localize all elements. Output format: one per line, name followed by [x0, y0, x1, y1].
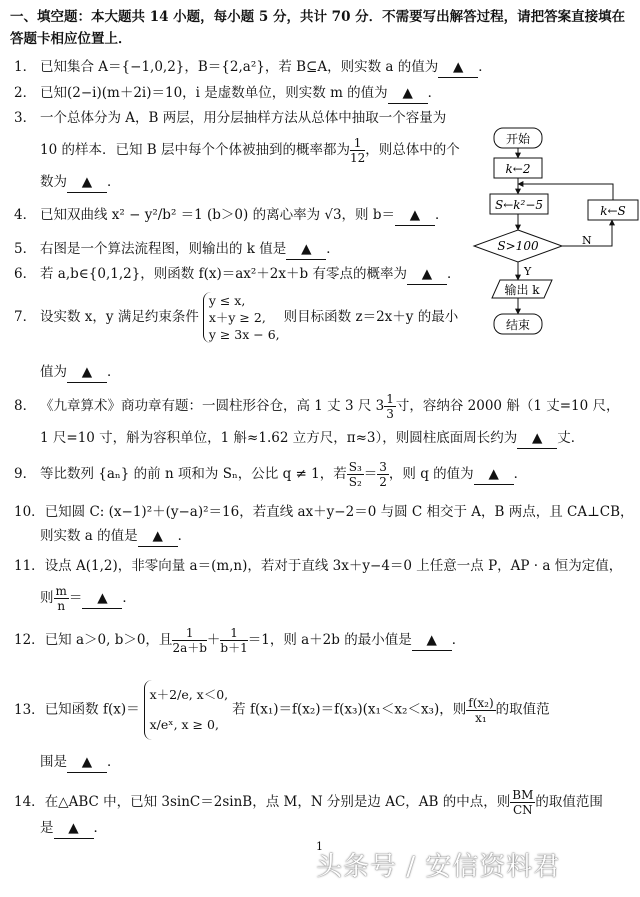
answer-blank: ▲ — [286, 239, 326, 260]
fraction: $\frac{1}{b+1}$ — [220, 626, 248, 655]
fraction: $\frac{1}{12}$ — [349, 136, 366, 165]
answer-blank: ▲ — [67, 362, 107, 383]
flow-init-label: k←2 — [505, 162, 531, 176]
question-7-line-2: 值为 ▲ ． — [40, 362, 121, 383]
question-9: 9． 等比数列 {aₙ} 的前 n 项和为 Sₙ，公比 q ≠ 1，若 $\frac{\text{S₃}}{\text{S₂}}$ ＝ $\frac{3}{2}$ ，则 q 的值为 ▲ ． — [14, 460, 528, 489]
answer-blank: ▲ — [438, 57, 478, 78]
question-1: 1． 已知集合 A＝{−1,0,2}，B＝{2,a²}，若 B⊆A，则实数 a 的值为 ▲ ． — [14, 57, 492, 78]
flow-output-label: 输出 k — [504, 283, 540, 297]
flow-start-label: 开始 — [505, 132, 531, 146]
question-8: 8． 《九章算术》商功章有题：一圆柱形谷仓，高 1 丈 3 尺 3 $\frac{1}{3}$ 寸，容纳谷 2000 斛（1 丈=10 尺， — [14, 392, 620, 421]
question-13: 13．已知函数 f(x)＝ x＋2/e, x＜0, x/eˣ, x ≥ 0, 若 f(x₁)＝f(x₂)＝f(x₃)(x₁＜x₂＜x₃)，则 $\frac{\text{f(x₂)}}{\text{x₁}}$ 的取值范 — [14, 680, 550, 740]
fraction: $\frac{BM}{CN}$ — [512, 788, 534, 817]
question-13-line-2: 围是 ▲ ． — [40, 752, 121, 773]
flow-end-label: 结束 — [505, 318, 531, 332]
algorithm-flowchart — [470, 118, 630, 348]
watermark: 头条号 / 安信资料君 — [316, 852, 561, 882]
fraction: $\frac{m}{n}$ — [55, 584, 67, 613]
answer-blank: ▲ — [67, 172, 107, 193]
section-header: 一、填空题：本大题共 14 小题，每小题 5 分，共计 70 分．不需要写出解答过程，请把答案直接填在答题卡相应位置上． — [10, 9, 626, 47]
flow-yes-label: Y — [524, 265, 532, 278]
question-8-line-2: 1 尺=10 寸，斛为容积单位，1 斛≈1.62 立方尺，π≈3），则圆柱底面周长约为 ▲ 丈． — [40, 428, 584, 449]
constraint-system: y ≤ x, x＋y ≥ 2, y ≥ 3x − 6, — [203, 292, 280, 343]
fraction: $\frac{3}{2}$ — [379, 460, 387, 489]
answer-blank: ▲ — [54, 818, 94, 839]
question-11: 11．设点 A(1,2)，非零向量 a＝(m,n)，若对于直线 3x＋y−4＝0 上任意一点 P，AP · a 恒为定值， — [14, 558, 623, 574]
answer-blank: ▲ — [388, 83, 428, 104]
answer-blank: ▲ — [67, 752, 107, 773]
answer-blank: ▲ — [517, 428, 557, 449]
question-10: 10．已知圆 C: (x−1)²＋(y−a)²＝16，若直线 ax＋y−2＝0 与圆 C 相交于 A，B 两点，且 CA⊥CB， — [14, 504, 634, 520]
answer-blank: ▲ — [82, 588, 122, 609]
flow-no-label: N — [582, 234, 592, 247]
flow-assign-label: S←k²−5 — [494, 198, 544, 212]
question-3-line-2: 10 的样本．已知 B 层中每个个体被抽到的概率都为 $\frac{1}{12}$ ，则总体中的个 — [40, 136, 460, 165]
fraction: $\frac{\text{f(x₂)}}{\text{x₁}}$ — [468, 695, 494, 725]
question-2: 2． 已知(2−i)(m＋2i)＝10，i 是虚数单位，则实数 m 的值为 ▲ ． — [14, 83, 441, 104]
question-10-line-2: 则实数 a 的值是 ▲ ． — [40, 526, 191, 547]
answer-blank: ▲ — [407, 264, 447, 285]
question-3: 3． 一个总体分为 A，B 两层，用分层抽样方法从总体中抽取一个容量为 — [14, 110, 447, 126]
question-12: 12．已知 a＞0, b＞0，且 $\frac{1}{2a+b}$ ＋ $\frac{1}{b+1}$ ＝1，则 a＋2b 的最小值是 ▲ ． — [14, 626, 466, 655]
flow-condition-label: S>100 — [497, 239, 539, 253]
question-11-line-2: 则 $\frac{m}{n}$ ＝ ▲ ． — [40, 584, 136, 613]
question-6: 6． 若 a,b∈{0,1,2}，则函数 f(x)＝ax²＋2x＋b 有零点的概率为 ▲ ． — [14, 264, 460, 285]
answer-blank: ▲ — [138, 526, 178, 547]
answer-blank: ▲ — [474, 464, 514, 485]
answer-blank: ▲ — [412, 630, 452, 651]
page-number: 1 — [316, 840, 323, 853]
fraction: $\frac{\text{S₃}}{\text{S₂}}$ — [348, 460, 362, 489]
piecewise-function: x＋2/e, x＜0, x/eˣ, x ≥ 0, — [144, 680, 229, 740]
fraction: $\frac{1}{3}$ — [386, 392, 394, 421]
question-14: 14．在△ABC 中，已知 3sinC＝2sinB，点 M，N 分别是边 AC，AB 的中点，则 $\frac{BM}{CN}$ 的取值范围 — [14, 788, 603, 817]
question-4: 4． 已知双曲线 x² − y²/b² ＝1 (b＞0) 的离心率为 √3，则 b＝ ▲ ． — [14, 205, 449, 226]
question-14-line-2: 是 ▲ ． — [40, 818, 107, 839]
answer-blank: ▲ — [395, 205, 435, 226]
flow-update-label: k←S — [600, 204, 626, 218]
fraction: $\frac{1}{2a+b}$ — [172, 626, 207, 655]
question-3-line-3: 数为 ▲ ． — [40, 172, 121, 193]
question-7: 7． 设实数 x，y 满足约束条件 y ≤ x, x＋y ≥ 2, y ≥ 3x − 6, 则目标函数 z＝2x＋y 的最小 — [14, 293, 459, 342]
question-5: 5． 右图是一个算法流程图，则输出的 k 值是 ▲ ． — [14, 239, 340, 260]
